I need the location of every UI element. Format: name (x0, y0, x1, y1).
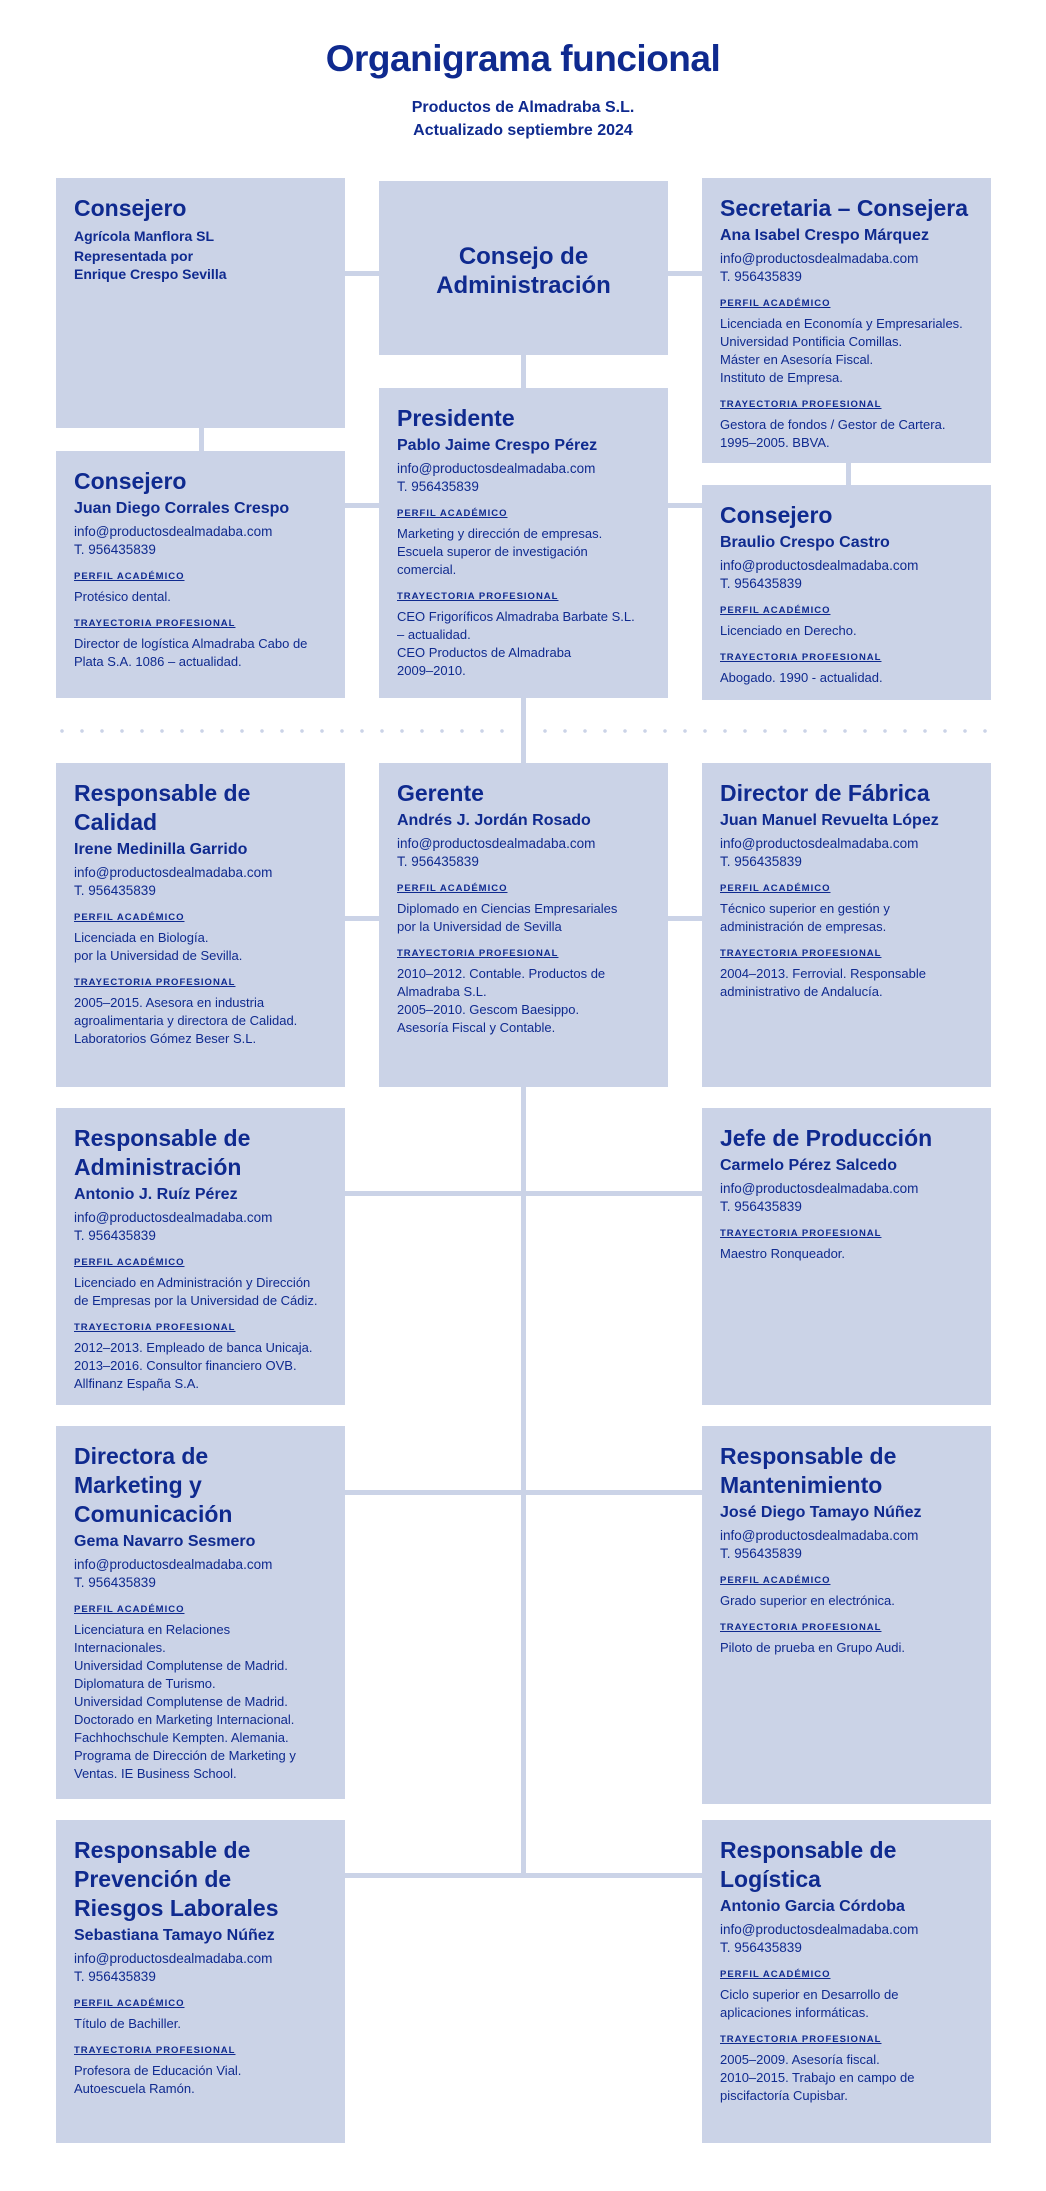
card-role: Gerente (397, 780, 484, 806)
card-calidad (56, 763, 345, 1087)
career-text: Director de logística Almadraba Cabo de Plata S.A. 1086 – actualidad. (74, 636, 308, 669)
card-mantenimiento (702, 1426, 991, 1804)
section-academic: PERFIL ACADÉMICO (74, 571, 185, 582)
section-academic: PERFIL ACADÉMICO (397, 508, 508, 519)
connector-row4 (344, 1873, 703, 1878)
updated-date: Actualizado septiembre 2024 (413, 122, 633, 139)
section-academic: PERFIL ACADÉMICO (720, 605, 831, 616)
card-role: Responsable de Logística (720, 1837, 897, 1892)
card-email[interactable]: info@productosdealmadaba.com (720, 836, 919, 851)
card-phone: T. 956435839 (720, 854, 802, 869)
card-phone: T. 956435839 (397, 479, 479, 494)
card-name: Andrés J. Jordán Rosado (397, 812, 591, 829)
section-career: TRAYECTORIA PROFESIONAL (74, 977, 236, 988)
card-gerente (379, 763, 668, 1087)
card-role: Responsable de Prevención de Riesgos Laborales (74, 1837, 279, 1921)
career-text: 2005–2009. Asesoría fiscal. 2010–2015. Trabajo en campo de piscifactoría Cupisbar. (720, 2052, 915, 2103)
connector-consejero-left (199, 428, 204, 451)
academic-text: Técnico superior en gestión y administración de empresas. (720, 901, 890, 934)
section-career: TRAYECTORIA PROFESIONAL (720, 2034, 882, 2045)
card-role: Directora de Marketing y Comunicación (74, 1443, 233, 1527)
section-academic: PERFIL ACADÉMICO (720, 298, 831, 309)
card-phone: T. 956435839 (720, 1199, 802, 1214)
card-phone: T. 956435839 (74, 883, 156, 898)
section-academic: PERFIL ACADÉMICO (74, 1604, 185, 1615)
card-role: Director de Fábrica (720, 780, 930, 806)
career-text: Abogado. 1990 - actualidad. (720, 670, 883, 685)
card-role: Presidente (397, 405, 515, 431)
card-name: Braulio Crespo Castro (720, 534, 890, 551)
card-name: Irene Medinilla Garrido (74, 841, 248, 858)
card-email[interactable]: info@productosdealmadaba.com (397, 461, 596, 476)
card-email[interactable]: info@productosdealmadaba.com (74, 1951, 273, 1966)
career-text: 2010–2012. Contable. Productos de Almadraba S.L. 2005–2010. Gescom Baesippo. Asesoría Fiscal y Contable. (397, 966, 606, 1035)
card-director-fabrica (702, 763, 991, 1087)
career-text: Piloto de prueba en Grupo Audi. (720, 1640, 906, 1655)
card-role: Consejero (74, 468, 187, 494)
card-email[interactable]: info@productosdealmadaba.com (720, 1181, 919, 1196)
section-academic: PERFIL ACADÉMICO (397, 883, 508, 894)
card-name: José Diego Tamayo Núñez (720, 1504, 922, 1521)
section-career: TRAYECTORIA PROFESIONAL (720, 652, 882, 663)
academic-text: Diplomado en Ciencias Empresariales por la Universidad de Sevilla (397, 901, 618, 934)
card-phone: T. 956435839 (720, 1940, 802, 1955)
connector-board-right (667, 271, 703, 276)
section-career: TRAYECTORIA PROFESIONAL (74, 1322, 236, 1333)
board-title-line: Consejo de Administración (436, 243, 611, 299)
academic-text: Licenciatura en Relaciones Internacionales. Universidad Complutense de Madrid. Diplomatura de Turismo. Universidad Complutense de Madrid. Doctorado en Marketing Internacional. Fachhochschule Kempten. Alemania. Programa de Dirección de Marketing y Ventas. IE Business School. (74, 1622, 296, 1781)
card-email[interactable]: info@productosdealmadaba.com (720, 1922, 919, 1937)
card-email[interactable]: info@productosdealmadaba.com (720, 1528, 919, 1543)
section-career: TRAYECTORIA PROFESIONAL (397, 948, 559, 959)
card-consejero-1 (56, 178, 345, 428)
career-text: 2005–2015. Asesora en industria agroalimentaria y directora de Calidad. Laboratorios Gómez Beser S.L. (74, 995, 298, 1046)
card-email[interactable]: info@productosdealmadaba.com (74, 524, 273, 539)
section-academic: PERFIL ACADÉMICO (720, 883, 831, 894)
section-academic: PERFIL ACADÉMICO (74, 912, 185, 923)
card-email[interactable]: info@productosdealmadaba.com (74, 1210, 273, 1225)
academic-text: Marketing y dirección de empresas. Escuela superor de investigación comercial. (397, 526, 603, 577)
career-text: Profesora de Educación Vial. Autoescuela Ramón. (74, 2063, 242, 2096)
card-name: Antonio J. Ruíz Pérez (74, 1186, 238, 1203)
academic-text: Licenciado en Derecho. (720, 623, 857, 638)
career-text: Maestro Ronqueador. (720, 1246, 846, 1261)
card-role: Responsable de Calidad (74, 780, 251, 835)
card-phone: T. 956435839 (397, 854, 479, 869)
card-presidente (379, 388, 668, 698)
academic-text: Ciclo superior en Desarrollo de aplicaciones informáticas. (720, 1987, 899, 2020)
card-email[interactable]: info@productosdealmadaba.com (397, 836, 596, 851)
connector-gerente-right (667, 916, 703, 921)
connector-board-left (344, 271, 380, 276)
connector-secretaria-consejero (846, 463, 851, 485)
card-administracion (56, 1108, 345, 1405)
academic-text: Licenciado en Administración y Dirección de Empresas por la Universidad de Cádiz. (74, 1275, 318, 1308)
card-role: Consejero (720, 502, 833, 528)
career-text: Gestora de fondos / Gestor de Cartera. 1995–2005. BBVA. (720, 417, 946, 450)
card-name: Agrícola Manflora SL (74, 228, 215, 244)
card-role: Secretaria – Consejera (720, 195, 969, 221)
connector-president-left (344, 503, 380, 508)
card-name: Gema Navarro Sesmero (74, 1533, 256, 1550)
section-career: TRAYECTORIA PROFESIONAL (74, 2045, 236, 2056)
card-role: Responsable de Mantenimiento (720, 1443, 897, 1498)
card-email[interactable]: info@productosdealmadaba.com (74, 1557, 273, 1572)
section-career: TRAYECTORIA PROFESIONAL (74, 618, 236, 629)
card-name: Carmelo Pérez Salcedo (720, 1157, 897, 1174)
academic-text: Grado superior en electrónica. (720, 1593, 895, 1608)
card-email[interactable]: info@productosdealmadaba.com (74, 865, 273, 880)
section-academic: PERFIL ACADÉMICO (720, 1969, 831, 1980)
card-phone: T. 956435839 (720, 269, 802, 284)
section-academic: PERFIL ACADÉMICO (74, 1998, 185, 2009)
academic-text: Protésico dental. (74, 589, 171, 604)
card-phone: T. 956435839 (74, 1575, 156, 1590)
card-name: Juan Diego Corrales Crespo (74, 500, 290, 517)
career-text: 2004–2013. Ferrovial. Responsable administrativo de Andalucía. (720, 966, 926, 999)
card-phone: T. 956435839 (74, 542, 156, 557)
page-title: Organigrama funcional (325, 38, 721, 79)
card-role: Responsable de Administración (74, 1125, 251, 1180)
card-name: Pablo Jaime Crespo Pérez (397, 437, 598, 454)
card-logistica (702, 1820, 991, 2143)
card-representative: Enrique Crespo Sevilla (74, 266, 227, 282)
connector-row3 (344, 1490, 703, 1495)
card-jefe-produccion (702, 1108, 991, 1405)
card-name: Juan Manuel Revuelta López (720, 812, 939, 829)
card-consejero-2 (56, 451, 345, 698)
connector-gerente-left (344, 916, 380, 921)
career-text: 2012–2013. Empleado de banca Unicaja. 2013–2016. Consultor financiero OVB. Allfinanz España S.A. (74, 1340, 313, 1391)
card-name: Sebastiana Tamayo Núñez (74, 1927, 275, 1944)
card-name: Ana Isabel Crespo Márquez (720, 227, 929, 244)
connector-board-president (521, 355, 526, 388)
section-academic: PERFIL ACADÉMICO (74, 1257, 185, 1268)
section-career: TRAYECTORIA PROFESIONAL (397, 591, 559, 602)
card-consejo-administracion (379, 181, 668, 355)
academic-text: Título de Bachiller. (74, 2016, 181, 2031)
career-text: CEO Frigoríficos Almadraba Barbate S.L. – actualidad. CEO Productos de Almadraba 2009–2010. (397, 609, 635, 678)
board-title (424, 242, 624, 300)
card-phone: T. 956435839 (720, 576, 802, 591)
company-name: Productos de Almadraba S.L. (411, 99, 635, 116)
divider-dots-left (52, 729, 512, 733)
section-career: TRAYECTORIA PROFESIONAL (720, 948, 882, 959)
card-phone: T. 956435839 (74, 1969, 156, 1984)
section-career: TRAYECTORIA PROFESIONAL (720, 1228, 882, 1239)
card-phone: T. 956435839 (720, 1546, 802, 1561)
card-representation: Representada por (74, 248, 194, 264)
card-name: Antonio Garcia Córdoba (720, 1898, 905, 1915)
card-role: Consejero (74, 195, 187, 221)
section-career: TRAYECTORIA PROFESIONAL (720, 1622, 882, 1633)
card-email[interactable]: info@productosdealmadaba.com (720, 251, 919, 266)
connector-president-right (667, 503, 703, 508)
divider-dots-right (535, 729, 995, 733)
card-secretaria (702, 178, 991, 463)
section-career: TRAYECTORIA PROFESIONAL (720, 399, 882, 410)
card-role: Jefe de Producción (720, 1125, 933, 1151)
connector-row2 (344, 1191, 703, 1196)
card-email[interactable]: info@productosdealmadaba.com (720, 558, 919, 573)
academic-text: Licenciada en Biología. por la Universidad de Sevilla. (74, 930, 243, 963)
card-phone: T. 956435839 (74, 1228, 156, 1243)
academic-text: Licenciada en Economía y Empresariales. Universidad Pontificia Comillas. Máster en Asesoría Fiscal. Instituto de Empresa. (720, 316, 963, 385)
card-consejero-3 (702, 485, 991, 700)
section-academic: PERFIL ACADÉMICO (720, 1575, 831, 1586)
card-marketing (56, 1426, 345, 1799)
card-prevencion (56, 1820, 345, 2143)
